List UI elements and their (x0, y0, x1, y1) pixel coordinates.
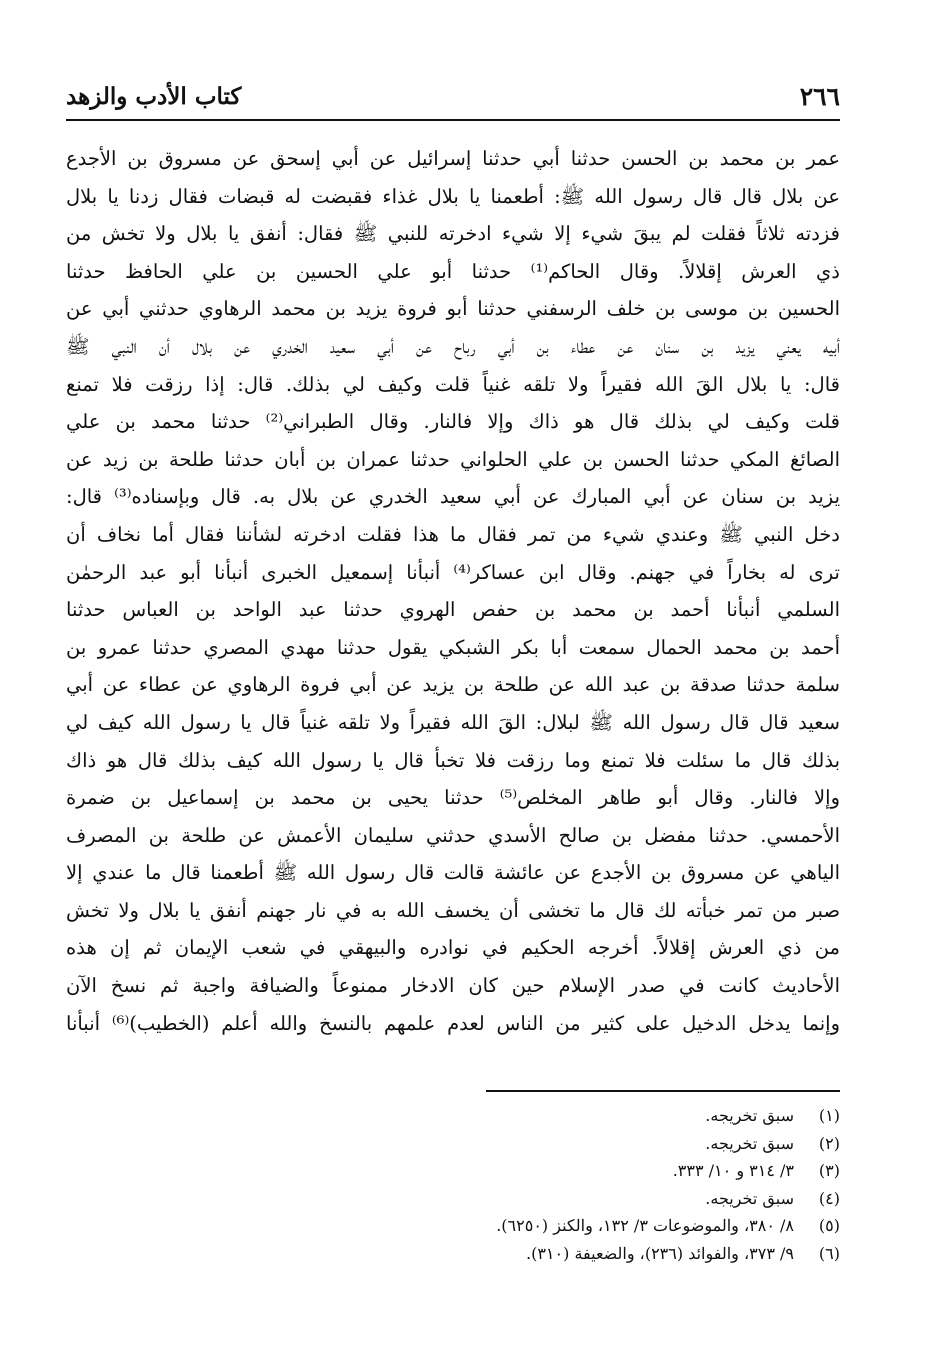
footnote-number: (٢) (818, 1133, 840, 1153)
footnote-text: سبق تخريجه. (705, 1188, 794, 1208)
text-line: أحمد بن محمد الحمال سمعت أبا بكر الشبكي يقول حدثنا مهدي المصري حدثنا عمرو بن (66, 635, 840, 659)
text-line: وإنما يدخل الدخيل على كثير من الناس لعدم علمهم بالنسخ والله أعلم (الخطيب)⁽⁶⁾ أنبأنا (66, 1011, 840, 1035)
footnote (330, 1240, 840, 1268)
text-line: سلمة حدثنا صدقة بن عبد الله عن طلحة بن يزيد عن أبي فروة الرهاوي عن عطاء عن أبي (66, 673, 840, 697)
text-line: قال: يا بلال القَ الله فقيراً ولا تلقه غنياً قلت وكيف لي بذلك. قال: إذا رزقت فلا تمنع (66, 372, 840, 396)
text-line: الياهي عن مسروق بن الأجدع عن عائشة قالت قال رسول الله ﷺ أطعمنا قال ما عندي إلا (66, 861, 840, 885)
footnote (330, 1102, 840, 1130)
footnote-divider (486, 1090, 840, 1092)
page-number: ٢٦٦ (799, 82, 840, 111)
footnote-text: ٨/ ٣٨٠، والموضوعات ٣/ ١٣٢، والكنز (٦٢٥٠). (496, 1216, 794, 1236)
text-line: أبيه يعني يزيد بن سنان عن عطاء بن أبي رباح عن أبي سعيد الخدري عن بلال أن النبي ﷺ (66, 334, 840, 358)
footnote (330, 1212, 840, 1240)
text-line: بذلك قال ما سئلت فلا تمنع وما رزقت فلا تخبأ قال يا رسول الله كيف بذلك قال هو ذاك (66, 748, 840, 772)
footnote-number: (١) (818, 1106, 840, 1125)
footnote-text: ٣/ ٣١٤ و ١٠/ ٣٣٣. (672, 1161, 794, 1181)
text-line: ترى له بخاراً في جهنم. وقال ابن عساكر⁽⁴⁾ أنبأنا إسمعيل الخبرى أنبأنا أبو عبد الرحمٰن (66, 560, 840, 584)
header-divider (66, 119, 840, 121)
text-line: من ذي العرش إقلالاً. أخرجه الحكيم في نوادره والبيهقي في شعب الإيمان ثم إن هذه (66, 936, 840, 960)
text-line: عمر بن محمد بن الحسن حدثنا أبي حدثنا إسرائيل عن أبي إسحق عن مسروق بن الأجدع (66, 147, 840, 170)
text-line: صبر من تمر خبأته لك قال ما تخشى أن يخسف الله به في نار جهنم أنفق يا بلال ولا تخش (66, 898, 840, 922)
book-title: كتاب الأدب والزهد (66, 83, 242, 110)
text-line: قلت وكيف لي بذلك قال هو ذاك وإلا فالنار. وقال الطبراني⁽²⁾ حدثنا محمد بن علي (66, 410, 840, 434)
text-line: السلمي أنبأنا أحمد بن محمد بن حفص الهروي حدثنا عبد الواحد بن العباس حدثنا (66, 598, 840, 622)
main-text (66, 140, 840, 1080)
text-line: يزيد بن سنان عن أبي المبارك عن أبي سعيد الخدري عن بلال به. قال وبإسناده⁽³⁾ قال: (66, 485, 840, 509)
footnote-number: (٤) (818, 1188, 840, 1208)
text-line: الأحاديث كانت في صدر الإسلام حين كان الادخار ممنوعاً والضيافة واجبة ثم نسخ الآن (66, 974, 840, 998)
footnote-number: (٦) (818, 1243, 840, 1263)
text-line: عن بلال قال قال رسول الله ﷺ: أطعمنا يا بلال غذاء فقبضت له قبضات فقال زدنا يا بلال (66, 184, 840, 208)
text-line: الأحمسي. حدثنا مفضل بن صالح الأسدي حدثني سليمان الأعمش عن طلحة بن المصرف (66, 823, 840, 847)
text-line: سعيد قال قال رسول الله ﷺ لبلال: القَ الله فقيراً ولا تلقه غنياً قال يا رسول الله كيف لي (66, 710, 840, 734)
text-line: ذي العرش إقلالاً. وقال الحاكم⁽¹⁾ حدثنا أبو علي الحسين بن علي الحافظ حدثنا (66, 259, 840, 283)
footnote (330, 1157, 840, 1185)
footnote-text: سبق تخريجه. (705, 1106, 794, 1125)
text-line: الصائغ المكي حدثنا الحسن بن علي الحلواني حدثنا عمران بن أبان حدثنا طلحة بن زيد عن (66, 447, 840, 471)
text-line: الحسين بن موسى بن خلف الرسفني حدثنا أبو فروة يزيد بن محمد الرهاوي حدثني أبي عن (66, 297, 840, 321)
text-line: فزدته ثلاثاً فقلت لم يبقَ شيء إلا شيء ادخرته للنبي ﷺ فقال: أنفق يا بلال ولا تخش من (66, 222, 840, 246)
footnote (330, 1130, 840, 1158)
footnote-number: (٥) (818, 1216, 840, 1236)
footnote (330, 1185, 840, 1213)
footnote-number: (٣) (818, 1161, 840, 1181)
footnote-text: ٩/ ٣٧٣، والفوائد (٢٣٦)، والضعيفة (٣١٠). (526, 1243, 794, 1263)
footnotes (330, 1102, 840, 1268)
footnote-text: سبق تخريجه. (705, 1133, 794, 1153)
page-header (66, 80, 840, 116)
text-line: وإلا فالنار. وقال أبو طاهر المخلص⁽⁵⁾ حدثنا يحيى بن محمد بن إسماعيل بن ضمرة (66, 786, 840, 810)
text-line: دخل النبي ﷺ وعندي شيء من تمر فقال ما هذا فقلت ادخرته لشأننا فقال أما نخاف أن (66, 522, 840, 546)
